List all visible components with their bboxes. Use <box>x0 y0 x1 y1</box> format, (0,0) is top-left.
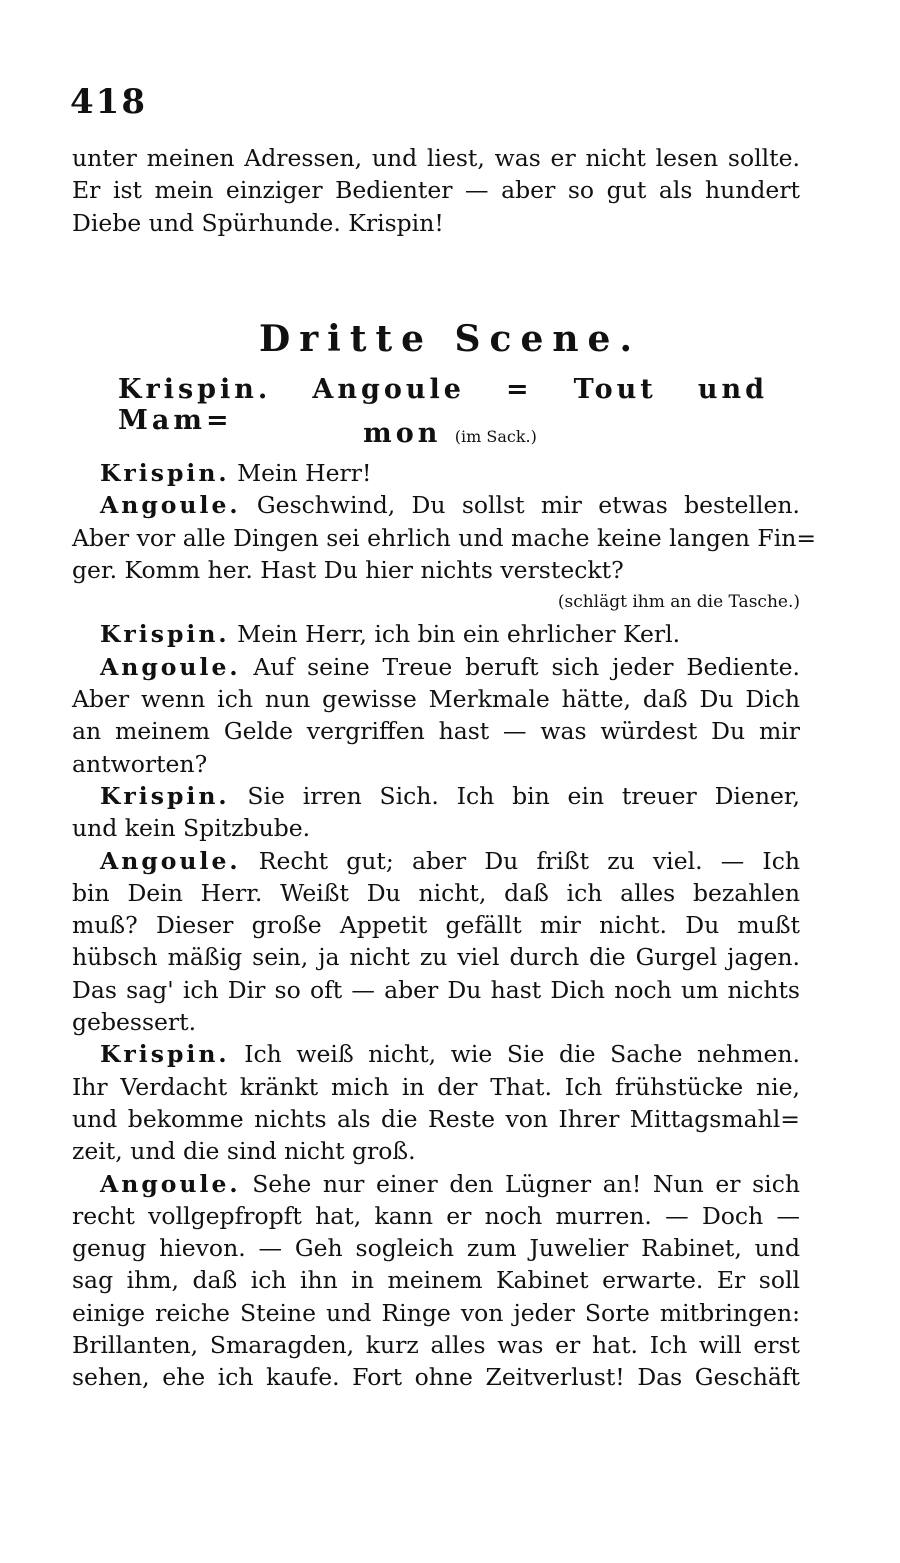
speech-text: Sie irren Sich. Ich bin ein treuer Diener, <box>229 781 800 810</box>
dialogue-line <box>72 618 800 650</box>
text-line: muß? Dieser große Appetit gefällt mir nicht. Du mußt <box>72 911 800 940</box>
text-line: Er ist mein einziger Bedienter — aber so gut als hundert <box>72 176 800 205</box>
speaker-name: Angoule. <box>100 652 241 681</box>
text-line: Aber wenn ich nun gewisse Merkmale hätte, daß Du Dich <box>72 685 800 714</box>
speaker-name: Angoule. <box>100 491 241 520</box>
cast-name: mon <box>363 418 442 449</box>
speaker-name: Angoule. <box>100 846 241 875</box>
dialogue-line <box>72 780 800 812</box>
text-line: sehen, ehe ich kaufe. Fort ohne Zeitverlust! Das Geschäft <box>72 1363 800 1392</box>
dialogue-line <box>72 1168 800 1200</box>
dialogue-line <box>72 489 800 521</box>
speech-text: Ich weiß nicht, wie Sie die Sache nehmen. <box>229 1040 800 1069</box>
text-line: recht vollgepfropft hat, kann er noch murren. — Doch — <box>72 1201 800 1230</box>
text-line: unter meinen Adressen, und liest, was er nicht lesen sollte. <box>72 144 800 172</box>
speech-text: Mein Herr, ich bin ein ehrlicher Kerl. <box>229 620 681 649</box>
speaker-name: Krispin. <box>100 1040 230 1069</box>
text-line: Diebe und Spürhunde. Krispin! <box>72 208 444 237</box>
text-line: genug hievon. — Geh sogleich zum Juwelier Rabinet, und <box>72 1234 800 1263</box>
dialogue-body <box>72 457 817 1394</box>
speech-text: Recht gut; aber Du frißt zu viel. — Ich <box>240 846 800 875</box>
speaker-name: Krispin. <box>100 459 230 487</box>
text-line: gebessert. <box>72 1008 197 1037</box>
text-line: und bekomme nichts als die Reste von Ihrer Mittagsmahl= <box>72 1104 800 1133</box>
cast-list-line <box>0 418 900 449</box>
text-line: sag ihm, daß ich ihn in meinem Kabinet erwarte. Er soll <box>72 1266 800 1295</box>
text-line: antworten? <box>72 749 208 778</box>
text-line: ger. Komm her. Hast Du hier nichts versteckt? <box>72 555 624 584</box>
speech-text: Mein Herr! <box>229 459 372 487</box>
text-line: an meinem Gelde vergriffen hast — was würdest Du mir <box>72 717 800 746</box>
text-line: und kein Spitzbube. <box>72 814 311 843</box>
dialogue-line <box>72 651 800 683</box>
speech-text: Sehe nur einer den Lügner an! Nun er sich <box>240 1169 800 1198</box>
speaker-name: Angoule. <box>100 1169 241 1198</box>
cast-list-line: Krispin. Angoule = Tout und Mam= <box>118 374 768 436</box>
page-number: 418 <box>70 82 147 122</box>
speaker-name: Krispin. <box>100 781 230 810</box>
text-line: einige reiche Steine und Ringe von jeder Sorte mitbringen: <box>72 1298 800 1327</box>
text-line: Aber vor alle Dingen sei ehrlich und mache keine langen Fin= <box>72 523 817 552</box>
intro-paragraph <box>72 142 800 239</box>
text-line: zeit, und die sind nicht groß. <box>72 1137 416 1166</box>
text-line: Brillanten, Smaragden, kurz alles was er hat. Ich will erst <box>72 1331 800 1360</box>
dialogue-line <box>72 845 800 877</box>
dialogue-line <box>72 457 800 489</box>
speech-text: Auf seine Treue beruft sich jeder Bediente. <box>240 652 800 681</box>
stage-direction: (im Sack.) <box>454 427 537 446</box>
speaker-name: Krispin. <box>100 620 230 649</box>
text-line: bin Dein Herr. Weißt Du nicht, daß ich alles bezahlen <box>72 878 800 907</box>
text-line: hübsch mäßig sein, ja nicht zu viel durch die Gurgel jagen. <box>72 943 800 972</box>
stage-direction: (schlägt ihm an die Tasche.) <box>557 592 800 613</box>
text-line: Ihr Verdacht kränkt mich in der That. Ich frühstücke nie, <box>72 1072 800 1101</box>
scene-title: Dritte Scene. <box>259 318 641 360</box>
speech-text: Geschwind, Du sollst mir etwas bestellen. <box>240 491 800 520</box>
text-line: Das sag' ich Dir so oft — aber Du hast Dich noch um nichts <box>72 975 800 1004</box>
dialogue-line <box>72 1038 800 1070</box>
